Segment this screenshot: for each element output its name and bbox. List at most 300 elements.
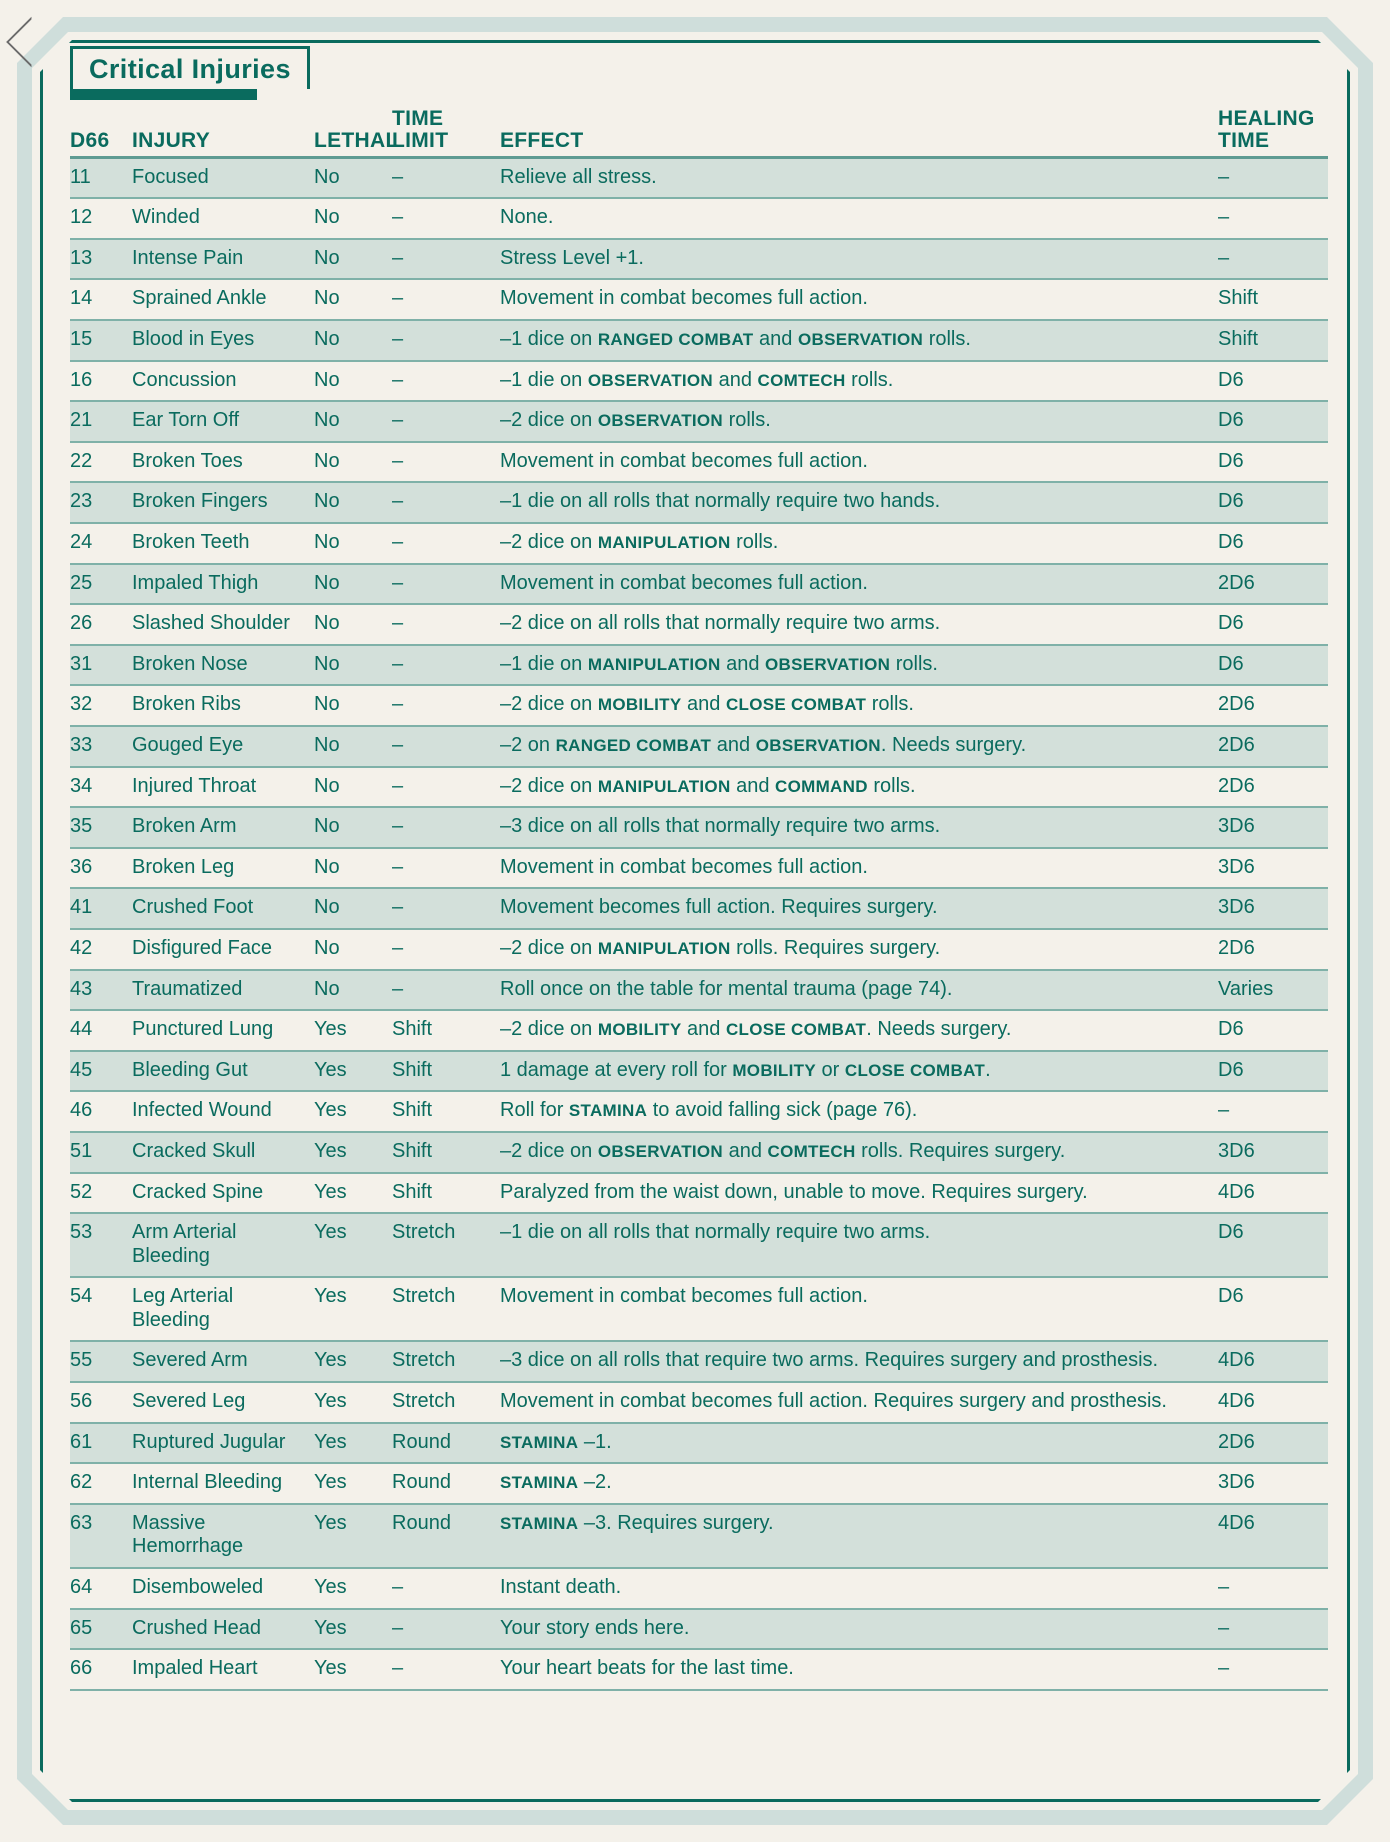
- effect-text: –1 die on: [500, 368, 588, 391]
- cell-d66: 54: [70, 1285, 93, 1308]
- cell-injury: Broken Ribs: [132, 693, 241, 716]
- table-row: [70, 198, 1328, 239]
- cell-effect: [500, 888, 1218, 929]
- cell-injury: Infected Wound: [132, 1099, 272, 1122]
- cell-d66: 34: [70, 774, 93, 797]
- cell-lethal: Yes: [314, 1471, 347, 1494]
- cell-lethal: Yes: [314, 1349, 347, 1372]
- title-underbar: [70, 89, 257, 100]
- col-header-time-limit-line1: TIME: [392, 107, 444, 130]
- skill-name: COMTECH: [767, 1141, 856, 1161]
- cell-injury: Punctured Lung: [132, 1018, 274, 1041]
- cell-effect: [500, 157, 1218, 198]
- skill-name: MANIPULATION: [587, 654, 721, 674]
- cell-healing-time: Shift: [1218, 328, 1259, 351]
- cell-healing-time: D6: [1218, 409, 1244, 432]
- skill-name: OBSERVATION: [755, 735, 881, 755]
- cell-injury: Ruptured Jugular: [132, 1430, 286, 1453]
- table-row: [70, 523, 1328, 564]
- cell-lethal: No: [314, 977, 340, 1000]
- cell-effect: [500, 1382, 1218, 1423]
- skill-name: COMTECH: [757, 370, 846, 390]
- cell-lethal: Yes: [314, 1576, 347, 1599]
- cell-lethal: Yes: [314, 1430, 347, 1453]
- cell-injury: Massive Hemorrhage: [132, 1511, 244, 1558]
- cell-healing-time: 4D6: [1218, 1511, 1255, 1534]
- effect-text: –1 die on: [500, 652, 588, 675]
- skill-name: OBSERVATION: [597, 1141, 724, 1161]
- cell-time-limit: –: [392, 287, 404, 310]
- page-title: Critical Injuries: [89, 54, 291, 84]
- effect-text: . Needs surgery.: [880, 733, 1027, 756]
- effect-text: –1.: [578, 1430, 612, 1453]
- effect-text: and: [713, 368, 758, 391]
- cell-time-limit: –: [392, 409, 404, 432]
- cell-healing-time: D6: [1218, 612, 1244, 635]
- cell-healing-time: D6: [1218, 1285, 1244, 1308]
- skill-name: MOBILITY: [597, 1020, 682, 1040]
- cell-lethal: No: [314, 246, 340, 269]
- skill-name: MOBILITY: [597, 695, 682, 715]
- cell-healing-time: –: [1218, 1576, 1230, 1599]
- cell-injury: Gouged Eye: [132, 733, 244, 756]
- cell-lethal: No: [314, 531, 340, 553]
- cell-time-limit: –: [392, 1657, 404, 1680]
- skill-name: OBSERVATION: [587, 370, 714, 390]
- cell-time-limit: –: [392, 612, 404, 635]
- cell-lethal: No: [314, 368, 340, 391]
- cell-lethal: No: [314, 571, 340, 594]
- cell-lethal: No: [314, 855, 340, 878]
- skill-name: CLOSE COMBAT: [725, 695, 867, 715]
- table-row: [70, 564, 1328, 605]
- cell-injury: Broken Nose: [132, 652, 248, 675]
- cell-healing-time: 3D6: [1218, 1471, 1255, 1494]
- cell-time-limit: –: [392, 977, 404, 1000]
- cell-effect: [500, 1051, 1218, 1092]
- cell-injury: Broken Teeth: [132, 531, 250, 553]
- cell-d66: 11: [70, 165, 91, 188]
- effect-text: and: [681, 1018, 726, 1041]
- cell-lethal: Yes: [314, 1099, 347, 1122]
- cell-d66: 22: [70, 449, 93, 472]
- cell-healing-time: D6: [1218, 449, 1244, 472]
- effect-text: and: [723, 1139, 768, 1162]
- skill-name: MANIPULATION: [597, 533, 731, 552]
- col-header-healing-line2: TIME: [1218, 128, 1270, 152]
- cell-lethal: Yes: [314, 1180, 347, 1203]
- col-header-effect: EFFECT: [500, 128, 584, 152]
- cell-time-limit: Stretch: [392, 1221, 456, 1244]
- cell-lethal: Yes: [314, 1285, 347, 1308]
- table-row: [70, 767, 1328, 808]
- cell-time-limit: Shift: [392, 1180, 433, 1203]
- cell-injury: Traumatized: [132, 977, 243, 1000]
- effect-text: –1 die on all rolls that normally require two arms.: [500, 1221, 931, 1244]
- cell-healing-time: 3D6: [1218, 896, 1255, 919]
- effect-text: –2 on: [500, 733, 556, 756]
- cell-d66: 56: [70, 1390, 93, 1413]
- cell-effect: [500, 848, 1218, 889]
- cell-lethal: No: [314, 896, 340, 919]
- cell-d66: 14: [70, 287, 93, 310]
- cell-d66: 42: [70, 936, 93, 959]
- effect-text: rolls.: [867, 774, 916, 797]
- cell-healing-time: 2D6: [1218, 774, 1255, 797]
- effect-text: None.: [500, 206, 554, 229]
- cell-healing-time: 2D6: [1218, 733, 1255, 756]
- cell-effect: [500, 1341, 1218, 1382]
- cell-effect: [500, 1463, 1218, 1504]
- cell-time-limit: Stretch: [392, 1285, 456, 1308]
- cell-lethal: Yes: [314, 1221, 347, 1244]
- table-row: [70, 1649, 1328, 1690]
- skill-name: OBSERVATION: [765, 654, 891, 674]
- table-row: [70, 1173, 1328, 1214]
- cell-d66: 21: [70, 409, 93, 432]
- cell-injury: Injured Throat: [132, 774, 257, 797]
- cell-injury: Impaled Thigh: [132, 571, 259, 594]
- table-row: [70, 848, 1328, 889]
- cell-time-limit: –: [392, 693, 404, 716]
- cell-healing-time: 3D6: [1218, 855, 1255, 878]
- table-row: [70, 1568, 1328, 1609]
- cell-healing-time: D6: [1218, 1018, 1244, 1041]
- cell-injury: Cracked Skull: [132, 1139, 256, 1162]
- skill-name: OBSERVATION: [597, 411, 724, 431]
- cell-injury: Sprained Ankle: [132, 287, 267, 310]
- table-row: [70, 1051, 1328, 1092]
- effect-text: –1 die on all rolls that normally require two hands.: [500, 490, 941, 513]
- skill-name: MOBILITY: [732, 1060, 816, 1080]
- cell-healing-time: D6: [1218, 531, 1244, 553]
- cell-lethal: No: [314, 815, 340, 838]
- effect-text: Paralyzed from the waist down, unable to move. Requires surgery.: [500, 1180, 1088, 1203]
- cell-injury: Cracked Spine: [132, 1180, 264, 1203]
- cell-time-limit: –: [392, 896, 404, 919]
- cell-time-limit: –: [392, 206, 404, 229]
- skill-name: RANGED COMBAT: [597, 330, 754, 350]
- cell-injury: Arm Arterial Bleeding: [132, 1221, 237, 1267]
- effect-text: –2 dice on all rolls that normally require two arms.: [500, 612, 941, 635]
- table-row: [70, 685, 1328, 726]
- skill-name: CLOSE COMBAT: [725, 1020, 867, 1040]
- skill-name: MANIPULATION: [597, 776, 731, 796]
- col-header-lethal: LETHAL: [314, 128, 399, 152]
- skill-name: STAMINA: [568, 1101, 648, 1121]
- cell-injury: Impaled Heart: [132, 1657, 258, 1680]
- cell-d66: 36: [70, 855, 93, 878]
- cell-time-limit: –: [392, 855, 404, 878]
- effect-text: Your heart beats for the last time.: [500, 1657, 794, 1680]
- table-row: [70, 929, 1328, 970]
- cell-injury: Internal Bleeding: [132, 1471, 283, 1494]
- effect-text: Movement becomes full action. Requires surgery.: [500, 896, 938, 919]
- effect-text: .: [985, 1058, 991, 1081]
- effect-text: Movement in combat becomes full action.: [500, 287, 868, 310]
- cell-d66: 65: [70, 1616, 93, 1639]
- cell-effect: [500, 361, 1218, 402]
- cell-effect: [500, 239, 1218, 280]
- cell-injury: Broken Leg: [132, 855, 235, 878]
- cell-d66: 51: [70, 1139, 93, 1162]
- cell-lethal: No: [314, 449, 340, 472]
- cell-injury: Ear Torn Off: [132, 409, 240, 432]
- cell-injury: Focused: [132, 165, 209, 188]
- cell-lethal: No: [314, 328, 340, 351]
- table-row: [70, 1609, 1328, 1650]
- skill-name: STAMINA: [500, 1473, 579, 1493]
- effect-text: –2 dice on: [500, 936, 598, 959]
- cell-d66: 46: [70, 1099, 93, 1122]
- effect-text: and: [730, 774, 776, 797]
- effect-text: and: [753, 328, 798, 351]
- cell-effect: [500, 401, 1218, 442]
- table-body: [70, 157, 1328, 1690]
- effect-text: –2 dice on: [500, 531, 598, 553]
- effect-text: rolls.: [866, 693, 914, 716]
- cell-effect: [500, 320, 1218, 361]
- table-row: [70, 1091, 1328, 1132]
- cell-d66: 16: [70, 368, 93, 391]
- cell-healing-time: Varies: [1218, 977, 1274, 1000]
- table-row: [70, 442, 1328, 483]
- effect-text: –2 dice on: [500, 1139, 598, 1162]
- cell-time-limit: –: [392, 1576, 404, 1599]
- cell-d66: 43: [70, 977, 93, 1000]
- cell-effect: [500, 1010, 1218, 1051]
- cell-healing-time: 4D6: [1218, 1349, 1255, 1372]
- effect-text: –3. Requires surgery.: [578, 1511, 774, 1534]
- cell-time-limit: Round: [392, 1471, 451, 1494]
- cell-d66: 55: [70, 1349, 93, 1372]
- cell-time-limit: Stretch: [392, 1390, 456, 1413]
- table-content: [70, 46, 1328, 1691]
- table-header: [70, 108, 1328, 157]
- table-row: [70, 970, 1328, 1011]
- cell-lethal: No: [314, 165, 340, 188]
- cell-healing-time: –: [1218, 206, 1230, 229]
- table-row: [70, 1132, 1328, 1173]
- table-row: [70, 279, 1328, 320]
- skill-name: STAMINA: [500, 1432, 579, 1452]
- cell-healing-time: 3D6: [1218, 815, 1255, 838]
- cell-effect: [500, 685, 1218, 726]
- cell-d66: 66: [70, 1657, 93, 1680]
- title-block: [70, 46, 1328, 100]
- cell-d66: 44: [70, 1018, 93, 1041]
- cell-healing-time: 2D6: [1218, 1430, 1255, 1453]
- cell-d66: 53: [70, 1221, 93, 1244]
- effect-text: Movement in combat becomes full action.: [500, 449, 868, 472]
- table-row: [70, 1277, 1328, 1341]
- cell-lethal: Yes: [314, 1058, 347, 1081]
- cell-effect: [500, 970, 1218, 1011]
- effect-text: 1 damage at every roll for: [500, 1058, 733, 1081]
- cell-injury: Concussion: [132, 368, 237, 391]
- table-row: [70, 888, 1328, 929]
- skill-name: MANIPULATION: [597, 938, 731, 958]
- skill-name: OBSERVATION: [797, 330, 924, 350]
- cell-time-limit: –: [392, 652, 404, 675]
- table-row: [70, 1341, 1328, 1382]
- cell-effect: [500, 442, 1218, 483]
- effect-text: and: [711, 733, 756, 756]
- cell-healing-time: –: [1218, 1616, 1230, 1639]
- effect-text: Movement in combat becomes full action.: [500, 571, 868, 594]
- cell-lethal: No: [314, 206, 340, 229]
- table-row: [70, 1010, 1328, 1051]
- cell-injury: Crushed Head: [132, 1616, 261, 1639]
- col-header-d66: D66: [70, 128, 110, 152]
- table-row: [70, 320, 1328, 361]
- effect-text: Roll for: [500, 1099, 569, 1122]
- header-row: [70, 108, 1328, 157]
- cell-time-limit: Shift: [392, 1018, 433, 1041]
- cell-effect: [500, 767, 1218, 808]
- effect-text: Your story ends here.: [500, 1616, 690, 1639]
- cell-healing-time: D6: [1218, 368, 1244, 391]
- cell-injury: Broken Arm: [132, 815, 237, 838]
- cell-lethal: Yes: [314, 1139, 347, 1162]
- col-header-injury: INJURY: [132, 128, 211, 152]
- table-row: [70, 1504, 1328, 1568]
- cell-lethal: No: [314, 287, 340, 310]
- cell-time-limit: Shift: [392, 1099, 433, 1122]
- skill-name: RANGED COMBAT: [555, 735, 712, 755]
- cell-time-limit: –: [392, 165, 404, 188]
- effect-text: Movement in combat becomes full action.: [500, 855, 868, 878]
- cell-time-limit: –: [392, 815, 404, 838]
- effect-text: rolls. Requires surgery.: [730, 936, 941, 959]
- effect-text: –1 dice on: [500, 328, 598, 351]
- cell-effect: [500, 1423, 1218, 1464]
- cell-d66: 63: [70, 1511, 93, 1534]
- col-header-time-limit-line2: LIMIT: [392, 128, 449, 152]
- cell-injury: Intense Pain: [132, 246, 244, 269]
- cell-d66: 12: [70, 206, 93, 229]
- cell-d66: 62: [70, 1471, 93, 1494]
- cell-effect: [500, 1504, 1218, 1568]
- cell-d66: 45: [70, 1058, 93, 1081]
- effect-text: Roll once on the table for mental trauma (page 74).: [500, 977, 953, 1000]
- cell-effect: [500, 1277, 1218, 1341]
- skill-name: COMMAND: [775, 776, 868, 796]
- effect-text: rolls.: [890, 652, 938, 675]
- cell-effect: [500, 1091, 1218, 1132]
- cell-injury: Disfigured Face: [132, 936, 273, 959]
- skill-name: STAMINA: [500, 1513, 579, 1533]
- cell-time-limit: Round: [392, 1511, 451, 1534]
- cell-injury: Bleeding Gut: [132, 1058, 248, 1081]
- cell-lethal: Yes: [314, 1511, 347, 1534]
- cell-effect: [500, 807, 1218, 848]
- cell-healing-time: –: [1218, 1657, 1230, 1680]
- cell-injury: Broken Fingers: [132, 490, 268, 513]
- table-row: [70, 401, 1328, 442]
- cell-effect: [500, 1609, 1218, 1650]
- table-row: [70, 1213, 1328, 1277]
- cell-time-limit: Shift: [392, 1139, 433, 1162]
- cell-healing-time: 4D6: [1218, 1390, 1255, 1413]
- cell-effect: [500, 645, 1218, 686]
- cell-d66: 26: [70, 612, 93, 635]
- effect-text: –2 dice on: [500, 774, 598, 797]
- cell-lethal: Yes: [314, 1018, 347, 1041]
- critical-injuries-table: [70, 108, 1328, 1691]
- col-header-healing-line1: HEALING: [1218, 107, 1315, 130]
- cell-lethal: Yes: [314, 1657, 347, 1680]
- cell-time-limit: –: [392, 936, 404, 959]
- effect-text: or: [815, 1058, 845, 1081]
- cell-healing-time: D6: [1218, 490, 1244, 513]
- table-row: [70, 726, 1328, 767]
- cell-effect: [500, 604, 1218, 645]
- cell-healing-time: 4D6: [1218, 1180, 1255, 1203]
- table-row: [70, 1382, 1328, 1423]
- col-header-healing-time: [1218, 108, 1328, 157]
- effect-text: Relieve all stress.: [500, 165, 657, 188]
- cell-lethal: Yes: [314, 1616, 347, 1639]
- effect-text: rolls.: [730, 531, 779, 553]
- effect-text: and: [720, 652, 766, 675]
- table-row: [70, 482, 1328, 523]
- cell-lethal: No: [314, 409, 340, 432]
- effect-text: –3 dice on all rolls that require two arms. Requires surgery and prosthesis.: [500, 1349, 1159, 1372]
- cell-effect: [500, 279, 1218, 320]
- effect-text: rolls. Requires surgery.: [855, 1139, 1066, 1162]
- cell-d66: 13: [70, 246, 93, 269]
- cell-d66: 31: [70, 652, 93, 675]
- cell-effect: [500, 1213, 1218, 1277]
- table-row: [70, 239, 1328, 280]
- effect-text: and: [681, 693, 726, 716]
- effect-text: Stress Level +1.: [500, 246, 644, 269]
- cell-lethal: No: [314, 774, 340, 797]
- cell-d66: 32: [70, 693, 93, 716]
- cell-injury: Blood in Eyes: [132, 328, 255, 351]
- table-row: [70, 807, 1328, 848]
- cell-effect: [500, 198, 1218, 239]
- cell-time-limit: –: [392, 368, 404, 391]
- cell-time-limit: –: [392, 328, 404, 351]
- cell-lethal: No: [314, 693, 340, 716]
- cell-d66: 24: [70, 531, 93, 553]
- cell-effect: [500, 1132, 1218, 1173]
- cell-lethal: No: [314, 733, 340, 756]
- effect-text: Instant death.: [500, 1576, 622, 1599]
- effect-text: –3 dice on all rolls that normally require two arms.: [500, 815, 941, 838]
- effect-text: . Needs surgery.: [866, 1018, 1012, 1041]
- cell-healing-time: D6: [1218, 1058, 1244, 1081]
- cell-time-limit: –: [392, 1616, 404, 1639]
- cell-lethal: No: [314, 490, 340, 513]
- cell-time-limit: Round: [392, 1430, 451, 1453]
- cell-effect: [500, 1568, 1218, 1609]
- cell-time-limit: –: [392, 449, 404, 472]
- effect-text: to avoid falling sick (page 76).: [647, 1099, 918, 1122]
- cell-time-limit: –: [392, 571, 404, 594]
- effect-text: rolls.: [845, 368, 894, 391]
- effect-text: –2 dice on: [500, 1018, 598, 1041]
- cell-effect: [500, 523, 1218, 564]
- cell-time-limit: –: [392, 531, 404, 553]
- cell-healing-time: D6: [1218, 652, 1244, 675]
- cell-d66: 64: [70, 1576, 93, 1599]
- cell-healing-time: D6: [1218, 1221, 1244, 1244]
- cell-time-limit: –: [392, 733, 404, 756]
- cell-healing-time: 2D6: [1218, 936, 1255, 959]
